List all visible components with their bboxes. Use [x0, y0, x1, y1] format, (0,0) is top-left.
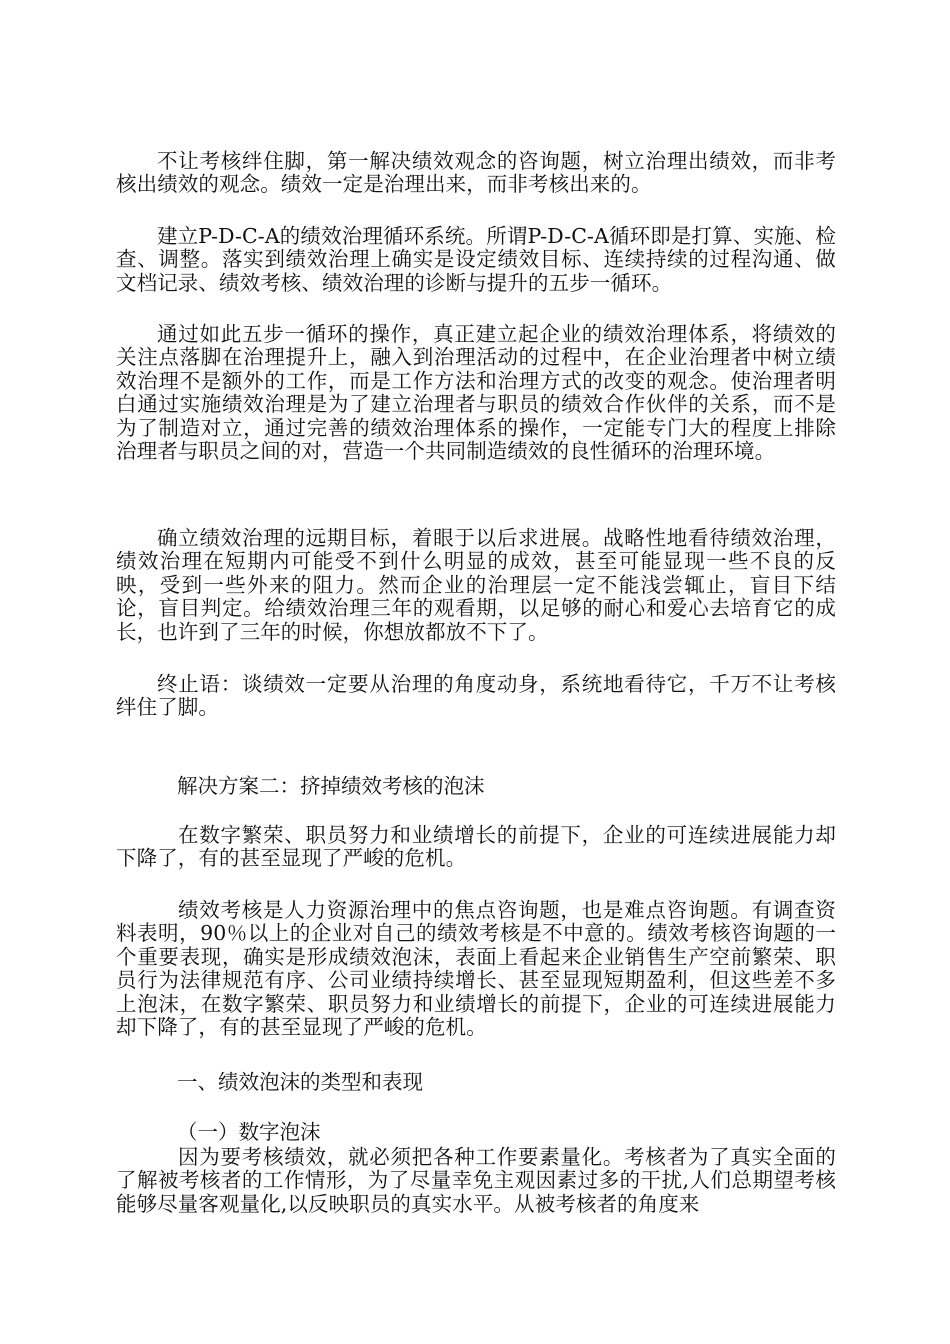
paragraph-7: 绩效考核是人力资源治理中的焦点咨询题，也是难点咨询题。有调查资料表明，90％以上的企业对自己的绩效考核是不中意的。绩效考核咨询题的一个重要表现，确实是形成绩效泡沫，表面上看起来企业销售生产空前繁荣、职员行为法律规范有序、公司业绩持续增长、甚至显现短期盈利，但这些差不多上泡沫，在数字繁荣、职员努力和业绩增长的前提下，企业的可连续进展能力却下降了，有的甚至显现了严峻的危机。 — [116, 898, 836, 1040]
section-title: 解决方案二：挤掉绩效考核的泡沫 — [177, 774, 485, 798]
paragraph-5: 终止语：谈绩效一定要从治理的角度动身，系统地看待它，千万不让考核绊住了脚。 — [116, 672, 836, 720]
paragraph-3: 通过如此五步一循环的操作，真正建立起企业的绩效治理体系，将绩效的关注点落脚在治理提升上，融入到治理活动的过程中，在企业治理者中树立绩效治理不是额外的工作，而是工作方法和治理方式的改变的观念。使治理者明白通过实施绩效治理是为了建立治理者与职员的绩效合作伙伴的关系，而不是为了制造对立，通过完善的绩效治理体系的操作，一定能专门大的程度上排除治理者与职员之间的对，营造一个共同制造绩效的良性循环的治理环境。 — [116, 322, 836, 464]
paragraph-2: 建立P-D-C-A的绩效治理循环系统。所谓P-D-C-A循环即是打算、实施、检查、调整。落实到绩效治理上确实是设定绩效目标、连续持续的过程沟通、做文档记录、绩效考核、绩效治理的诊断与提升的五步一循环。 — [116, 224, 836, 295]
subheading-types: 一、绩效泡沫的类型和表现 — [177, 1070, 423, 1094]
paragraph-4: 确立绩效治理的远期目标，着眼于以后求进展。战略性地看待绩效治理，绩效治理在短期内可能受不到什么明显的成效，甚至可能显现一些不良的反映，受到一些外来的阻力。然而企业的治理层一定不能浅尝辄止，盲目下结论，盲目判定。给绩效治理三年的观看期，以足够的耐心和爱心去培育它的成长，也许到了三年的时候，你想放都放不下了。 — [116, 526, 836, 644]
paragraph-6: 在数字繁荣、职员努力和业绩增长的前提下，企业的可连续进展能力却下降了，有的甚至显现了严峻的危机。 — [116, 823, 836, 871]
paragraph-1: 不让考核绊住脚，第一解决绩效观念的咨询题，树立治理出绩效，而非考核出绩效的观念。绩效一定是治理出来，而非考核出来的。 — [116, 149, 836, 197]
subheading-digital-bubble: （一）数字泡沫 — [177, 1120, 321, 1144]
paragraph-8: 因为要考核绩效，就必须把各种工作要素量化。考核者为了真实全面的了解被考核者的工作情形，为了尽量幸免主观因素过多的干扰,人们总期望考核能够尽量客观量化,以反映职员的真实水平。从被考核者的角度来 — [116, 1145, 836, 1216]
